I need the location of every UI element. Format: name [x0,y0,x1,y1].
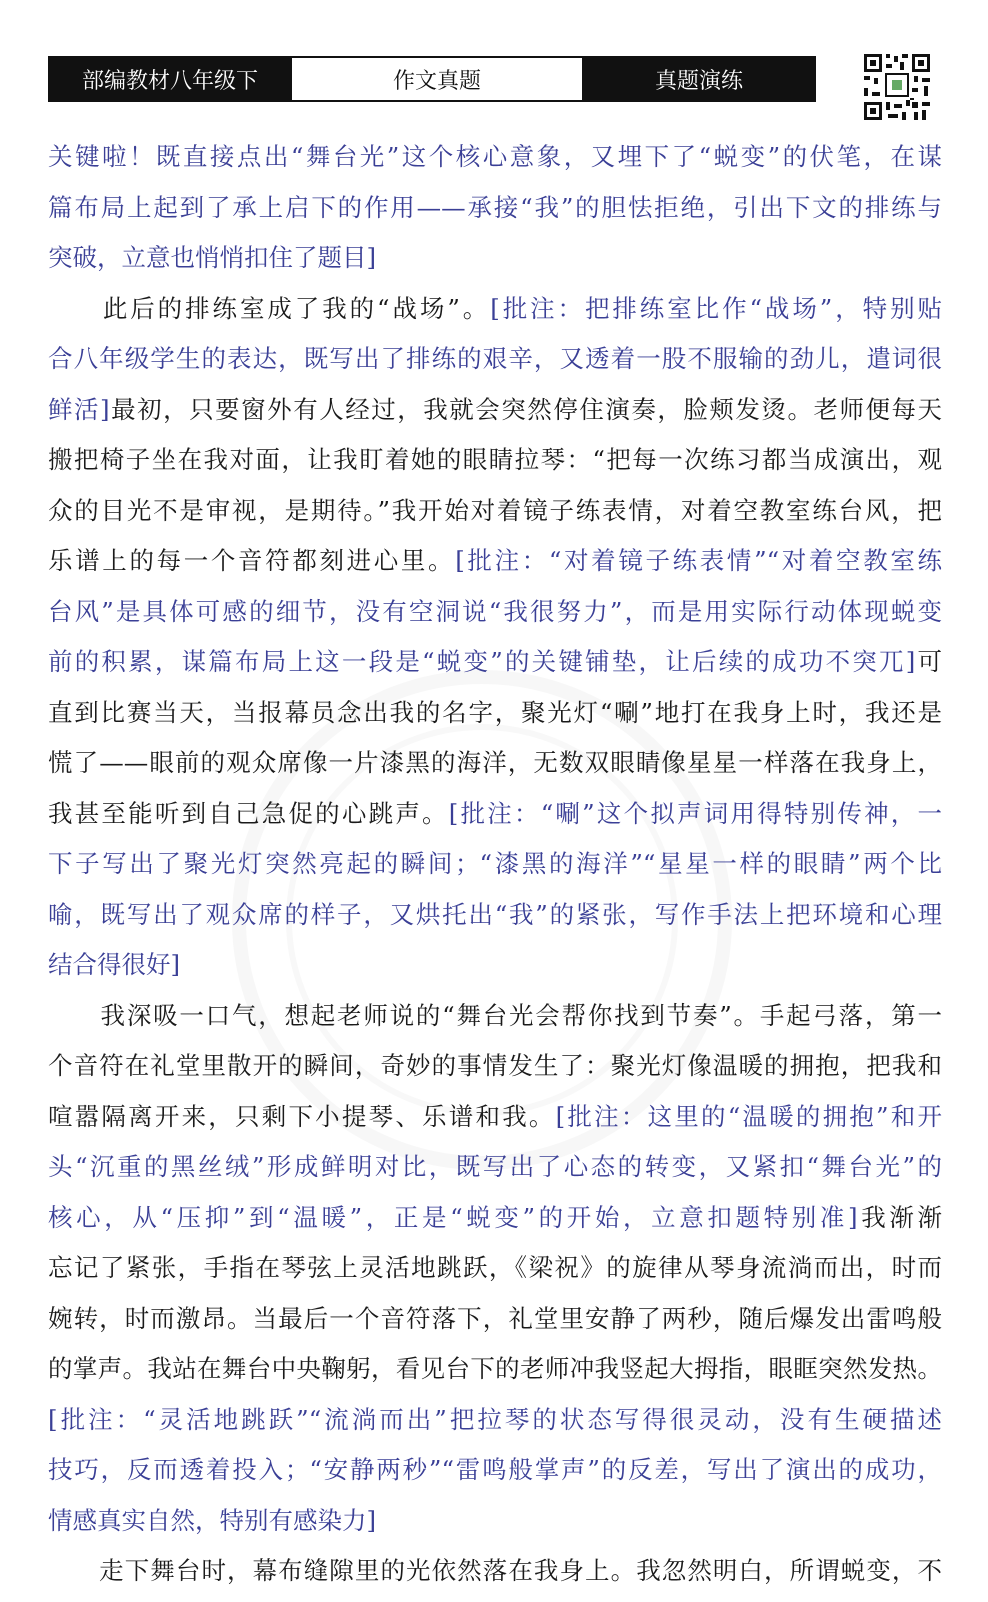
text-line [48,1294,942,1345]
annotation-text: 情感真实自然，特别有感染力] [48,1505,377,1535]
text-line [48,1344,942,1395]
body-text: 的掌声。我站在舞台中央鞠躬，看见台下的老师冲我竖起大拇指，眼眶突然发热。 [48,1354,942,1383]
annotation-text: [批注：“对着镜子练表情”“对着空教室练 [455,546,943,575]
text-line [48,385,942,436]
text-line [48,233,942,284]
annotation-text: 喻，既写出了观众席的样子，又烘托出“我”的紧张，写作手法上把环境和心理 [48,899,942,929]
header-center-label: 作文真题 [290,58,584,100]
text-line [48,587,942,638]
body-text: 忘记了紧张，手指在琴弦上灵活地跳跃，《梁祝》的旋律从琴身流淌而出，时而 [48,1253,942,1282]
text-line [48,1092,942,1143]
text-line [48,1243,942,1294]
annotation-text: 前的积累，谋篇布局上这一段是“蜕变”的关键铺垫，让后续的成功不突兀] [48,647,916,676]
body-text: 我渐渐 [857,1202,943,1232]
text-line [48,284,942,335]
body-text: 最初，只要窗外有人经过，我就会突然停住演奏，脸颊发烫。老师便每天 [109,394,943,424]
text-line [48,1445,942,1496]
text-line [48,1142,942,1193]
qr-code-icon [862,52,932,122]
body-text: 喧嚣隔离开来，只剩下小提琴、乐谱和我。 [48,1101,556,1131]
annotation-text: 结合得很好] [48,950,181,979]
annotation-text: 核心，从“压抑”到“温暖”，正是“蜕变”的开始，立意扣题特别准] [48,1202,858,1232]
essay-body [48,132,942,1597]
body-text: 众的目光不是审视，是期待。”我开始对着镜子练表情，对着空教室练台风，把 [48,495,942,525]
text-line [48,132,942,183]
text-line [48,536,942,587]
body-text: 乐谱上的每一个音符都刻进心里。 [48,546,456,575]
body-text: 我深吸一口气，想起老师说的“舞台光会帮你找到节奏”。手起弓落，第一 [48,1000,942,1030]
body-text: 走下舞台时，幕布缝隙里的光依然落在我身上。我忽然明白，所谓蜕变，不 [48,1556,942,1585]
header-left-label: 部编教材八年级下 [50,58,290,100]
text-line [48,890,942,941]
annotation-text: [批注：“灵活地跳跃”“流淌而出”把拉琴的状态写得很灵动，没有生硬描述 [48,1404,942,1434]
text-line [48,334,942,385]
text-line [48,1546,942,1597]
body-text: 此后的排练室成了我的“战场”。 [48,293,491,323]
annotation-text: 篇布局上起到了承上启下的作用——承接“我”的胆怯拒绝，引出下文的排练与 [48,192,942,222]
body-text: 直到比赛当天，当报幕员念出我的名字，聚光灯“唰”地打在我身上时，我还是 [48,697,942,727]
text-line [48,738,942,789]
text-line [48,789,942,840]
text-line [48,435,942,486]
annotation-text: 鲜活] [48,394,110,424]
annotation-text: 突破，立意也悄悄扣住了题目] [48,243,377,272]
text-line [48,991,942,1042]
annotation-text: 下子写出了聚光灯突然亮起的瞬间；“漆黑的海洋”“星星一样的眼睛”两个比 [48,849,942,878]
body-text: 个音符在礼堂里散开的瞬间，奇妙的事情发生了：聚光灯像温暖的拥抱，把我和 [48,1051,942,1080]
text-line [48,940,942,991]
annotation-text: 台风”是具体可感的细节，没有空洞说“我很努力”，而是用实际行动体现蜕变 [48,596,942,626]
text-line [48,486,942,537]
annotation-text: 技巧，反而透着投入；“安静两秒”“雷鸣般掌声”的反差，写出了演出的成功， [48,1455,942,1484]
text-line [48,839,942,890]
text-line [48,637,942,688]
body-text: 婉转，时而激昂。当最后一个音符落下，礼堂里安静了两秒，随后爆发出雷鸣般 [48,1303,942,1333]
annotation-text: 头“沉重的黑丝绒”形成鲜明对比，既写出了心态的转变，又紧扣“舞台光”的 [48,1152,942,1181]
annotation-text: [批注：“唰”这个拟声词用得特别传神，一 [448,798,943,828]
body-text: 可 [915,647,942,676]
text-line [48,688,942,739]
annotation-text: [批注：这里的“温暖的拥抱”和开 [555,1101,943,1131]
text-line [48,1193,942,1244]
text-line [48,1041,942,1092]
header-bar [48,56,816,102]
header-right-label: 真题演练 [584,58,814,100]
annotation-text: [批注：把排练室比作“战场”，特别贴 [490,293,942,323]
body-text: 慌了——眼前的观众席像一片漆黑的海洋，无数双眼睛像星星一样落在我身上， [48,748,942,777]
annotation-text: 关键啦！既直接点出“舞台光”这个核心意象，又埋下了“蜕变”的伏笔，在谋 [48,142,942,171]
body-text: 我甚至能听到自己急促的心跳声。 [48,798,449,828]
body-text: 搬把椅子坐在我对面，让我盯着她的眼睛拉琴：“把每一次练习都当成演出，观 [48,445,942,474]
text-line [48,183,942,234]
annotation-text: 合八年级学生的表达，既写出了排练的艰辛，又透着一股不服输的劲儿，遣词很 [48,344,942,373]
text-line [48,1496,942,1547]
text-line [48,1395,942,1446]
